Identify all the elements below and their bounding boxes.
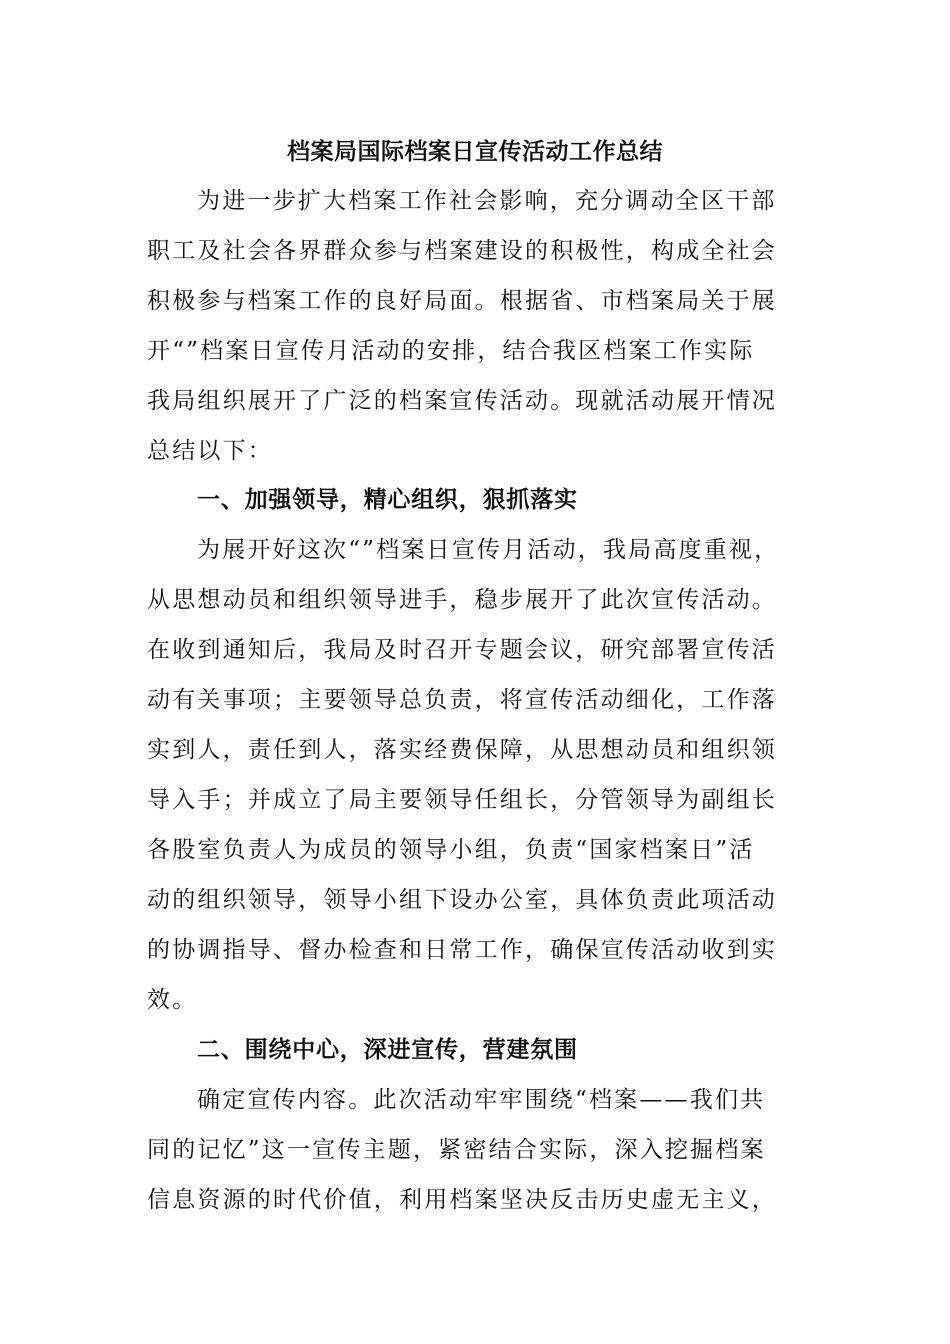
section-2-line-3: 信息资源的时代价值，利用档案坚决反击历史虚无主义， [147,1187,777,1213]
section-1-heading: 一、加强领导，精心组织，狠抓落实 [197,486,578,513]
intro-line-3: 积极参与档案工作的良好局面。根据省、市档案局关于展 [147,288,777,314]
section-2-line-2: 同的记忆”这一宣传主题，紧密结合实际，深入挖掘档案 [147,1137,766,1163]
section-1-line-7: 各股室负责人为成员的领导小组，负责“国家档案日”活 [147,837,755,863]
section-1-line-9: 的协调指导、督办检查和日常工作，确保宣传活动收到实 [147,937,777,963]
intro-line-5: 我局组织展开了广泛的档案宣传活动。现就活动展开情况 [147,388,777,414]
section-1-line-6: 导入手；并成立了局主要领导任组长，分管领导为副组长 [147,787,777,813]
intro-line-1: 为进一步扩大档案工作社会影响，充分调动全区干部 [197,188,777,214]
document-title: 档案局国际档案日宣传活动工作总结 [287,138,663,165]
section-1-line-3: 在收到通知后，我局及时召开专题会议，研究部署宣传活 [147,637,777,663]
section-2-line-1: 确定宣传内容。此次活动牢牢围绕“档案——我们共 [197,1087,766,1113]
section-1-line-10: 效。 [147,987,198,1013]
section-1-line-1: 为展开好这次“”档案日宣传月活动，我局高度重视， [197,537,780,563]
section-1-line-4: 动有关事项；主要领导总负责，将宣传活动细化，工作落 [147,687,777,713]
intro-line-2: 职工及社会各界群众参与档案建设的积极性，构成全社会 [147,238,777,264]
section-2-heading: 二、围绕中心，深进宣传，营建氛围 [197,1036,578,1063]
intro-line-6: 总结以下： [147,438,273,464]
intro-line-4: 开“”档案日宣传月活动的安排，结合我区档案工作实际 [147,338,755,364]
section-1-line-5: 实到人，责任到人，落实经费保障，从思想动员和组织领 [147,737,777,763]
section-1-line-8: 动的组织领导，领导小组下设办公室，具体负责此项活动 [147,887,777,913]
section-1-line-2: 从思想动员和组织领导进手，稳步展开了此次宣传活动。 [147,587,777,613]
